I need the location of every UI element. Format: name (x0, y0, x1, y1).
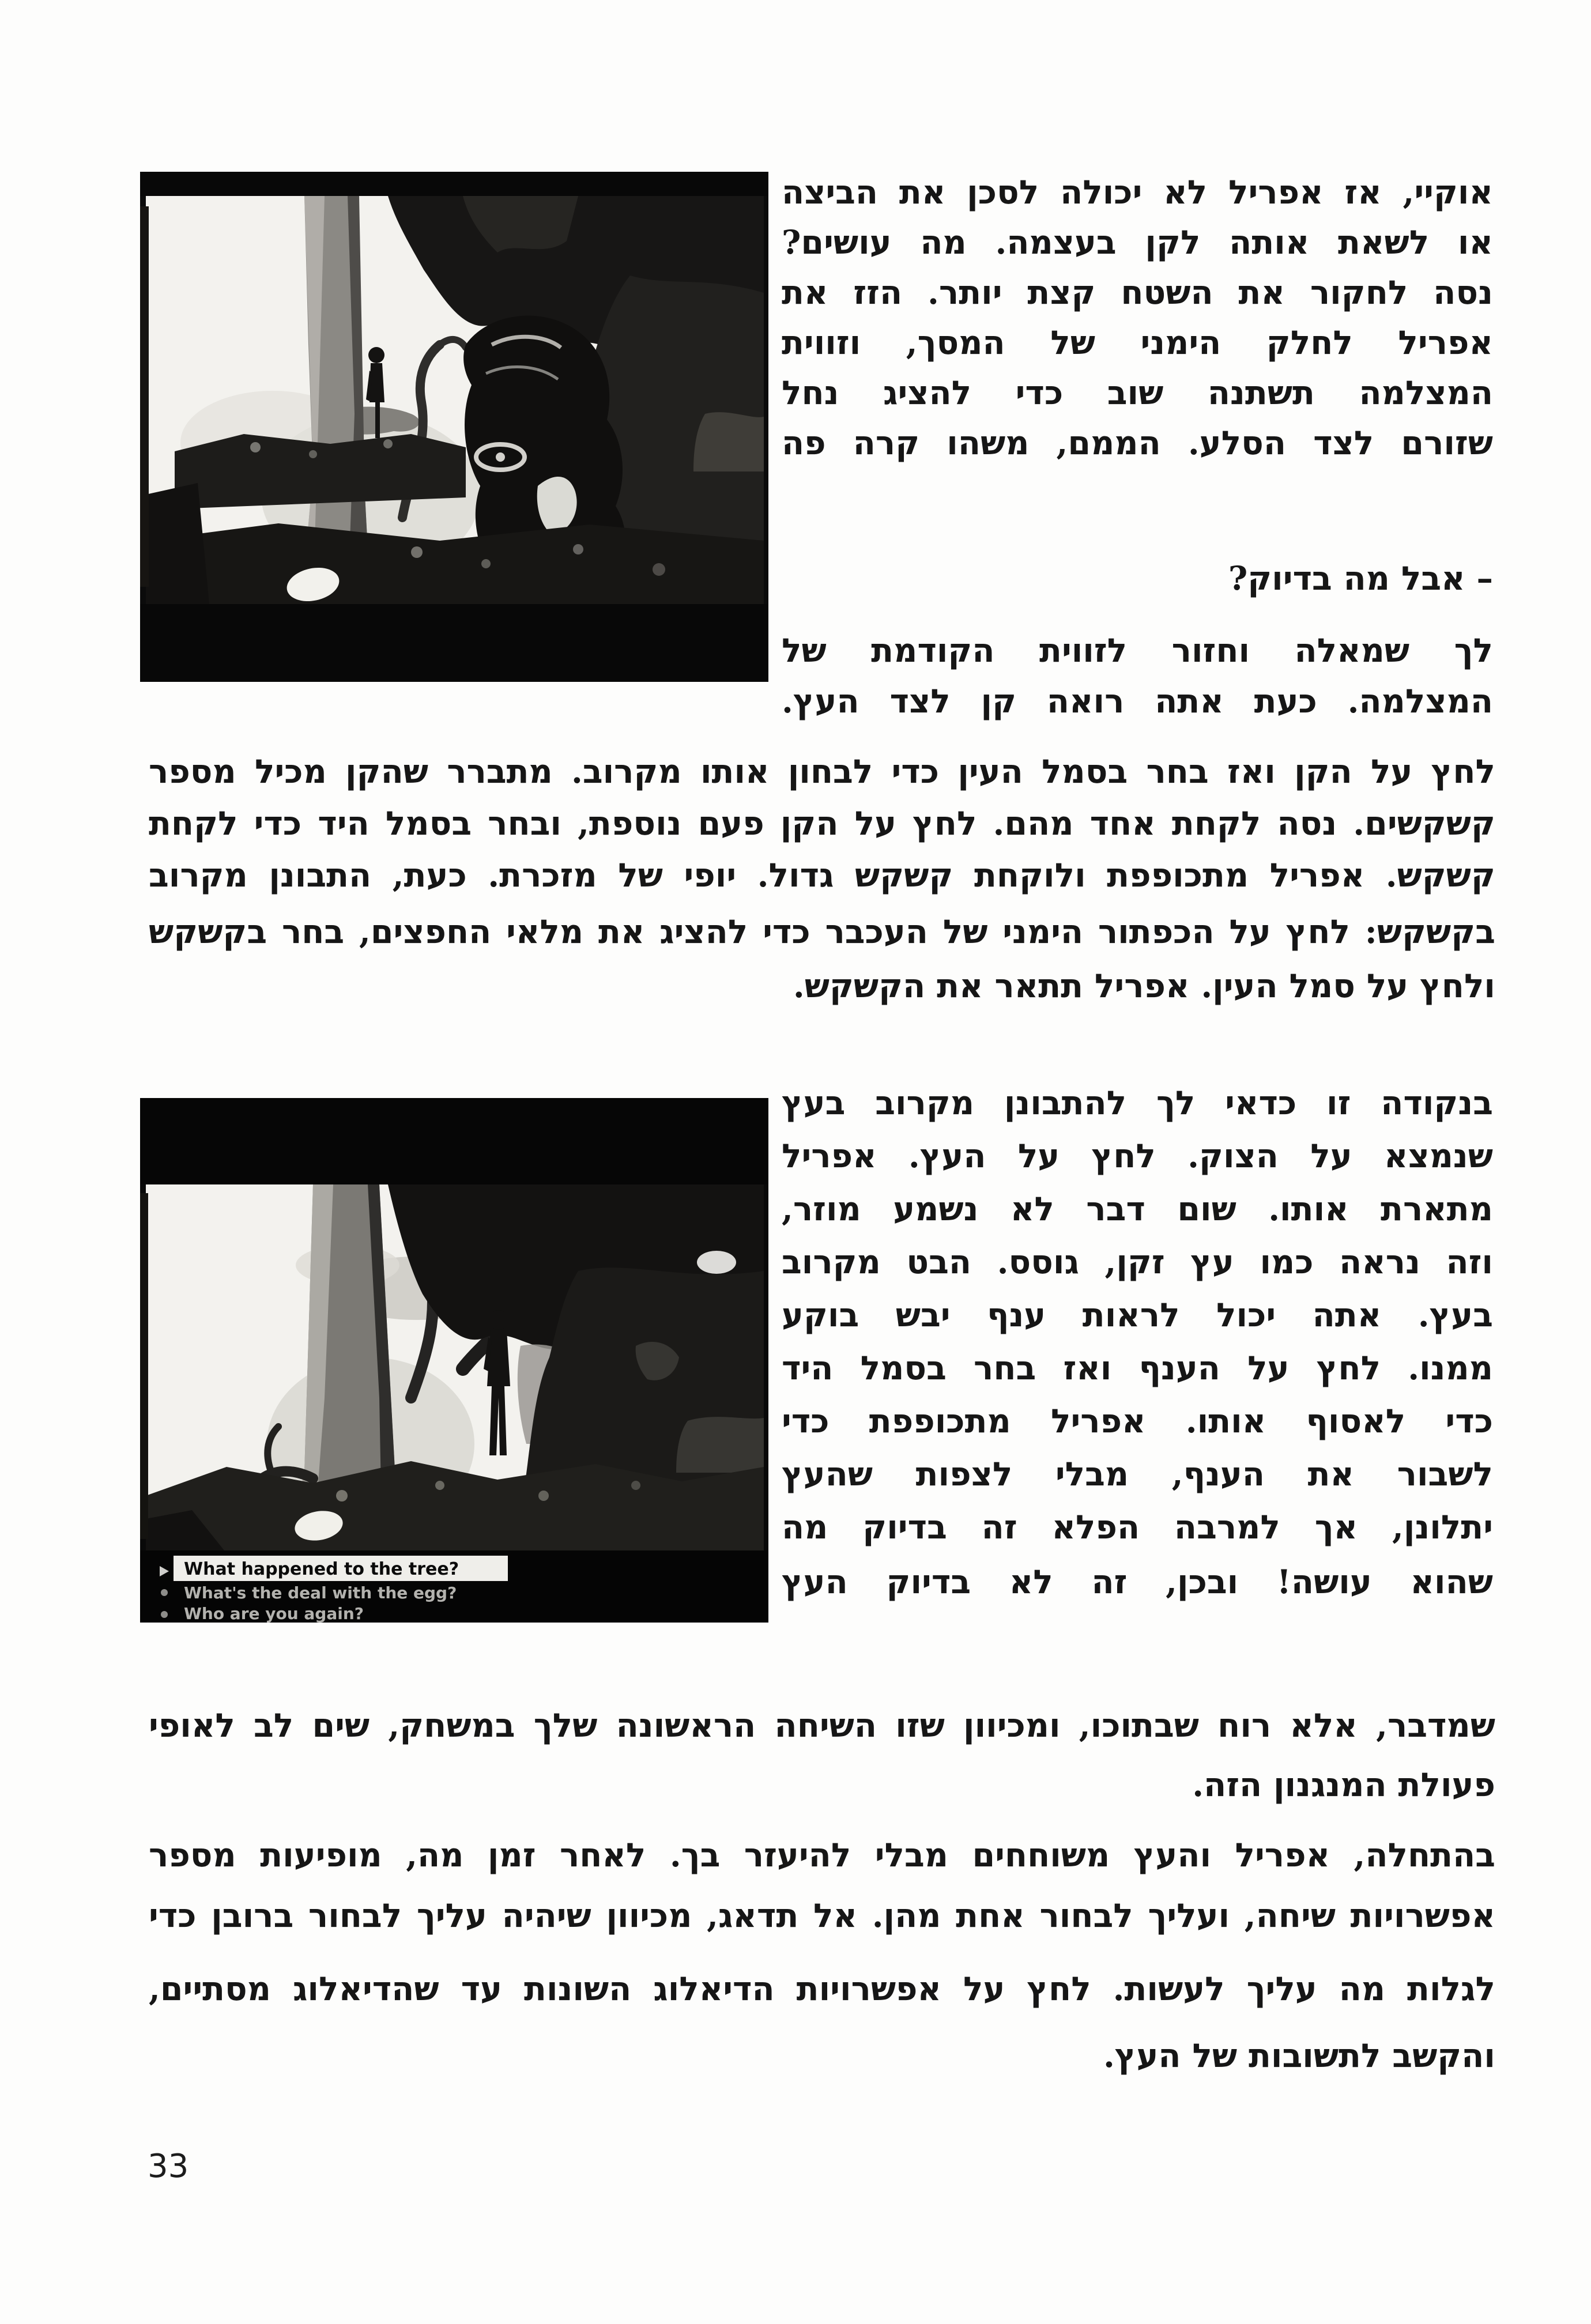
p1-line-1: אוקיי, אז אפריל לא יכולה לסכן את הביצה (782, 173, 1493, 212)
dialogue-menu (140, 1550, 768, 1623)
p3-line-9: יתלונן, אך למרבה הפלא זה בדיוק מה (782, 1508, 1493, 1546)
p3-line-12: פעולת המנגנון הזה. (1192, 1765, 1495, 1804)
screenshot-2-art (140, 1098, 768, 1623)
p1-line-5: המצלמה תשתנה שוב כדי להציג נחל (782, 373, 1493, 412)
dialogue-option-3: Who are you again? (184, 1604, 364, 1623)
dialogue-bullet-icon (161, 1589, 168, 1596)
figure-screenshot-2 (140, 1098, 768, 1623)
p2-line-3: לחץ על הקן ואז בחר בסמל העין כדי לבחון אותו מקרוב. מתברר שהקן מכיל מספר (149, 752, 1495, 791)
p3-line-4: וזה נראה כמו עץ זקן, גוסס. הבט מקרוב (782, 1243, 1493, 1281)
p3-line-6: ממנו. לחץ על הענף ואז בחר בסמל היד (782, 1349, 1493, 1387)
dialogue-bullet-icon (161, 1611, 168, 1618)
p1-line-6: שזורם לצד הסלע. הממם, משהו קרה פה (782, 424, 1493, 462)
dialogue-option-2: What's the deal with the egg? (184, 1583, 457, 1602)
p2-line-1: לך שמאלה וחזור לזווית הקודמת של (782, 631, 1493, 670)
p3-line-1: בנקודה זו כדאי לך להתבונן מקרוב בעץ (782, 1084, 1493, 1122)
p3-line-10: שהוא עושה! ובכן, זה לא בדיוק העץ (782, 1563, 1493, 1601)
p4-line-1: בהתחלה, אפריל והעץ משוחחים מבלי להיעזר בך. לאחר זמן מה, מופיעות מספר (149, 1836, 1495, 1874)
p2-line-2: המצלמה. כעת אתה רואה קן לצד העץ. (782, 682, 1493, 720)
p2-line-6: בקשקש: לחץ על הכפתור הימני של העכבר כדי להציג את מלאי החפצים, בחר בקשקש (149, 912, 1495, 951)
p2-line-4: קשקשים. נסה לקחת אחד מהם. לחץ על הקן פעם נוספת, ובחר בסמל היד כדי לקחת (149, 804, 1495, 843)
p3-line-11: שמדבר, אלא רוח שבתוכו, ומכיוון שזו השיחה הראשונה שלך במשחק, שים לב לאופי (149, 1706, 1495, 1745)
p3-line-8: לשבור את הענף, מבלי לצפות שהעץ (782, 1455, 1493, 1493)
p1-line-4: אפריל לחלק הימני של המסך, וזווית (782, 323, 1493, 362)
page-number: 33 (148, 2148, 189, 2185)
p1-line-3: נסה לחקור את השטח קצת יותר. הזז את (782, 273, 1493, 312)
p1-line-7: – אבל מה בדיוק? (1228, 559, 1493, 598)
p3-line-2: שנמצא על הצוק. לחץ על העץ. אפריל (782, 1137, 1493, 1175)
p3-line-7: כדי לאסוף אותו. אפריל מתכופפת כדי (782, 1402, 1493, 1440)
p4-line-2: אפשרויות שיחה, ועליך לבחור אחת מהן. אל תדאג, מכיוון שיהיה עליך לבחור ברובן כדי (149, 1896, 1495, 1935)
p3-line-3: מתארת אותו. שום דבר לא נשמע מוזר, (782, 1190, 1493, 1228)
p2-line-5: קשקש. אפריל מתכופפת ולוקחת קשקש גדול. יופי של מזכרת. כעת, התבונן מקרוב (149, 856, 1495, 895)
p3-line-5: בעץ. אתה יכול לראות ענף יבש בוקע (782, 1296, 1493, 1334)
p4-line-3: לגלות מה עליך לעשות. לחץ על אפשרויות הדיאלוג השונות עד שהדיאלוג מסתיים, (149, 1970, 1495, 2008)
p2-line-7: ולחץ על סמל העין. אפריל תתאר את הקשקש. (793, 967, 1495, 1005)
p1-line-2: או לשאת אותה לקן בעצמה. מה עושים? (782, 223, 1493, 262)
figure-screenshot-1 (140, 172, 768, 682)
screenshot-1-art (140, 172, 768, 682)
p4-line-4: והקשב לתשובות של העץ. (1103, 2036, 1495, 2075)
dialogue-option-1: What happened to the tree? (184, 1559, 459, 1579)
